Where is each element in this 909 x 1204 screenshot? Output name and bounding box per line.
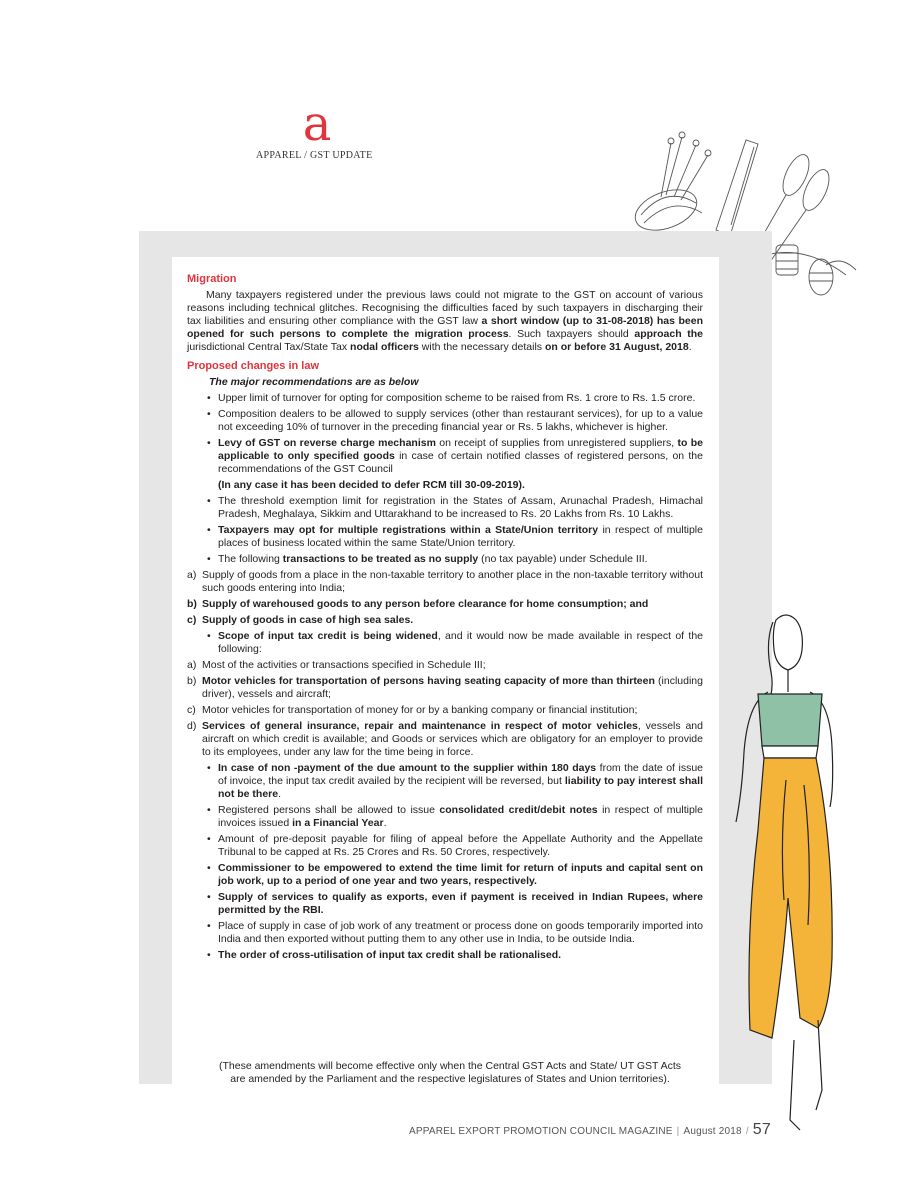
list-item: b) Motor vehicles for transportation of persons having seating capacity of more than thirteen (including driver), vessels and aircraft; xyxy=(187,675,703,700)
migration-paragraph: Many taxpayers registered under the previous laws could not migrate to the GST on account of various reasons including technical glitches. Recognising the difficulties faced by such taxpayers in discharging their tax liabilities and ensuring other compliance with the GST law a short window (up to 31-08-2018) has been opened for such persons to complete the migration process. Such taxpayers should approach the jurisdictional Central Tax/State Tax nodal officers with the necessary details on or before 31 August, 2018. xyxy=(187,289,704,353)
page-number: 57 xyxy=(752,1121,771,1138)
list-item: c) Motor vehicles for transportation of money for or by a banking company or financial institution; xyxy=(187,704,638,716)
footnote-line: (These amendments will become effective only when the Central GST Acts and State/ UT GST Acts xyxy=(218,1060,682,1072)
footer-divider: | xyxy=(676,1126,680,1137)
list-item: • Upper limit of turnover for opting for composition scheme to be raised from Rs. 1 crore to Rs. 1.5 crore. xyxy=(187,392,703,405)
footer-magazine-name: APPAREL EXPORT PROMOTION COUNCIL MAGAZINE xyxy=(409,1126,673,1137)
magazine-logo: a xyxy=(302,96,332,152)
list-item: • The following transactions to be treated as no supply (no tax payable) under Schedule III. xyxy=(187,553,703,566)
list-item: • Commissioner to be empowered to extend the time limit for return of inputs and capital sent on job work, up to a period of one year and two years, respectively. xyxy=(187,862,703,888)
list-item: • Scope of input tax credit is being widened, and it would now be made available in respect of the following: xyxy=(187,630,703,656)
fashion-figure-illustration xyxy=(718,610,868,1170)
list-item: • In case of non -payment of the due amount to the supplier within 180 days from the date of issue of invoice, the input tax credit availed by the recipient will be reversed, but liability to pay interest shall not be there. xyxy=(187,762,703,801)
migration-heading: Migration xyxy=(187,273,237,285)
page-footer xyxy=(409,1121,771,1139)
section-label: APPAREL / GST UPDATE xyxy=(256,150,373,161)
footer-issue: August 2018 xyxy=(683,1126,742,1137)
list-item: • Supply of services to qualify as exports, even if payment is received in Indian Rupees, where permitted by the RBI. xyxy=(187,891,703,917)
list-item: d) Services of general insurance, repair and maintenance in respect of motor vehicles, vessels and aircraft on which credit is available; and Goods or services which are obligatory for an employer to provide to its employees, under any law for the time being in force. xyxy=(187,720,703,758)
recommendations-subheading: The major recommendations are as below xyxy=(209,376,419,388)
list-item: b) Supply of warehoused goods to any person before clearance for home consumption; and xyxy=(187,598,649,610)
list-item: • Taxpayers may opt for multiple registrations within a State/Union territory in respect of multiple places of business located within the same State/Union territory. xyxy=(187,524,703,550)
article-body xyxy=(187,273,703,962)
list-item: • Composition dealers to be allowed to supply services (other than restaurant services), for up to a value not exceeding 10% of turnover in the preceding financial year or Rs. 5 lakhs, whichever is higher. xyxy=(187,408,703,434)
proposed-changes-heading: Proposed changes in law xyxy=(187,360,320,372)
list-item: • Levy of GST on reverse charge mechanism on receipt of supplies from unregistered suppliers, to be applicable to only specified goods in case of certain notified classes of registered persons, on the recommendations of the GST Council xyxy=(187,437,703,476)
list-item: c) Supply of goods in case of high sea sales. xyxy=(187,614,414,626)
rcm-note: (In any case it has been decided to defer RCM till 30-09-2019). xyxy=(218,479,525,491)
list-item: a) Most of the activities or transactions specified in Schedule III; xyxy=(187,659,486,671)
list-item: • Place of supply in case of job work of any treatment or process done on goods temporarily imported into India and then exported without putting them to any other use in India, to be outside India. xyxy=(187,920,703,946)
amendment-footnote xyxy=(205,1060,695,1086)
list-item: • The order of cross-utilisation of input tax credit shall be rationalised. xyxy=(187,949,703,962)
list-item: • Amount of pre-deposit payable for filing of appeal before the Appellate Authority and the Appellate Tribunal to be capped at Rs. 25 Crores and Rs. 50 Crores, respectively. xyxy=(187,833,703,859)
list-item: • The threshold exemption limit for registration in the States of Assam, Arunachal Pradesh, Himachal Pradesh, Meghalaya, Sikkim and Uttarakhand to be increased to Rs. 20 Lakhs from Rs. 10 Lakhs. xyxy=(187,495,703,521)
list-item: a) Supply of goods from a place in the non-taxable territory to another place in the non-taxable territory without such goods entering into India; xyxy=(187,569,703,594)
footnote-line: are amended by the Parliament and the respective legislatures of States and Union territories). xyxy=(230,1073,670,1085)
list-item: • Registered persons shall be allowed to issue consolidated credit/debit notes in respect of multiple invoices issued in a Financial Year. xyxy=(187,804,703,830)
footer-slash: / xyxy=(745,1126,749,1137)
